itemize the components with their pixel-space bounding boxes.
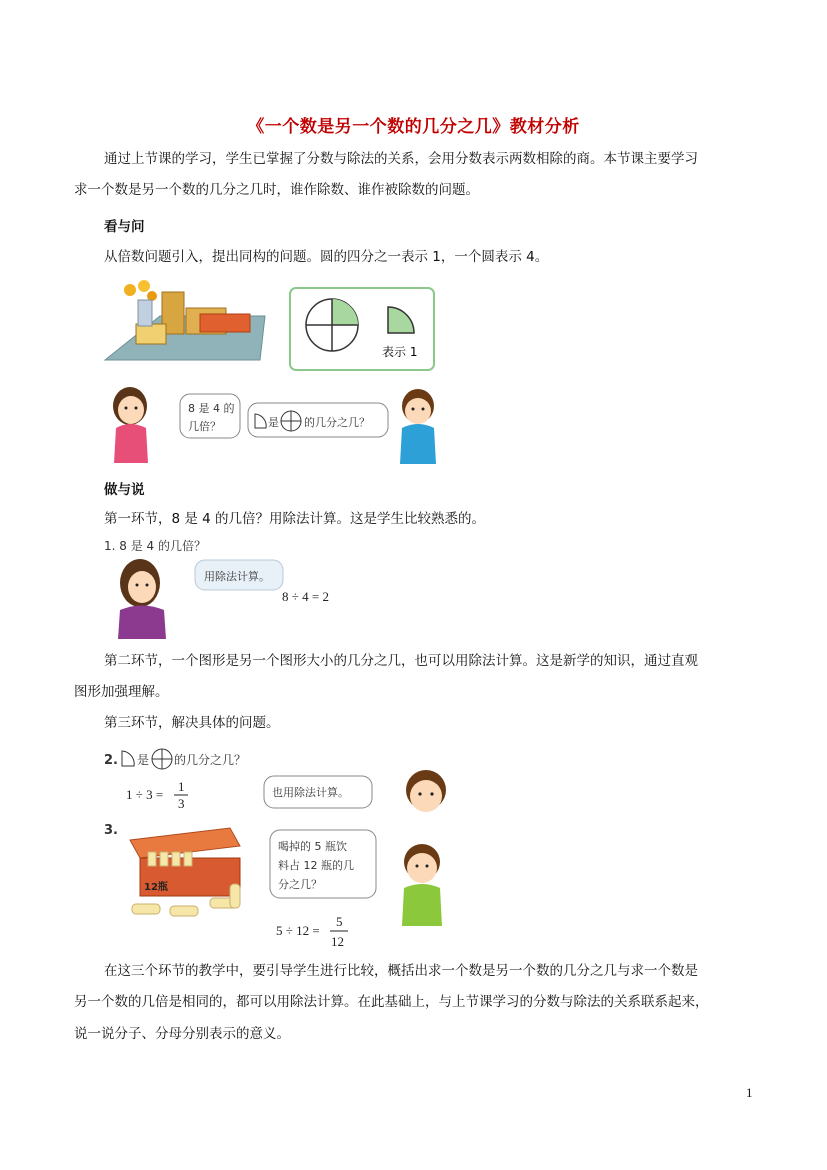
intro-line-1: 通过上节课的学习，学生已掌握了分数与除法的关系，会用分数表示两数相除的商。本节课主要学习	[104, 151, 698, 167]
figure-step2-3	[100, 742, 450, 954]
page-number: 1	[746, 1085, 753, 1100]
figure-look-and-ask	[100, 278, 445, 468]
step3-bubble-line-3: 分之几？	[278, 878, 322, 891]
section1-text: 从倍数问题引入，提出同构的问题。圆的四分之一表示 1，一个圆表示 4。	[104, 249, 549, 265]
eq2-left: 5 ÷ 12 =	[276, 923, 320, 938]
q2-post: 的几分之几？	[174, 753, 247, 767]
q3-number: 3.	[104, 823, 118, 838]
eq2-numerator: 5	[336, 914, 343, 929]
flower-icon	[124, 284, 136, 296]
q2-number: 2.	[104, 753, 118, 768]
section-heading-do-say: 做与说	[104, 482, 145, 498]
eq1-denominator: 3	[178, 796, 185, 811]
q2-pre: 是	[137, 753, 150, 767]
eq1-left: 1 ÷ 3 =	[126, 787, 164, 802]
girl-bubble-line-1: 8 是 4 的	[188, 402, 235, 415]
step1-question: 1. 8 是 4 的几倍？	[104, 539, 206, 553]
panel-label: 表示 1	[382, 345, 418, 359]
boy-illustration	[406, 770, 446, 812]
step2-line-2: 图形加强理解。	[74, 684, 169, 700]
boy-bubble-post: 的几分之几？	[304, 416, 370, 429]
step2-line-1: 第二环节，一个图形是另一个图形大小的几分之几，也可以用除法计算。这是新学的知识，通过直观	[104, 653, 698, 669]
step3-text: 第三环节，解决具体的问题。	[104, 715, 280, 731]
eq2-denominator: 12	[331, 934, 344, 949]
step2-bubble-text: 也用除法计算。	[272, 786, 349, 799]
girl-illustration	[118, 559, 166, 639]
girl-illustration	[113, 387, 148, 463]
drink-box-illustration	[130, 828, 240, 896]
figure-step1	[100, 535, 450, 643]
intro-line-2: 求一个数是另一个数的几分之几时，谁作除数、谁作被除数的问题。	[74, 182, 479, 198]
section-heading-look-ask: 看与问	[104, 219, 145, 235]
girl-bubble-line-2: 几倍？	[188, 420, 221, 433]
conclusion-line-1: 在这三个环节的教学中，要引导学生进行比较，概括出求一个数是另一个数的几分之几与求一个数是	[104, 963, 698, 979]
step3-bubble-line-1: 喝掉的 5 瓶饮	[278, 840, 347, 853]
box-label: 12瓶	[144, 882, 168, 893]
conclusion-line-2: 另一个数的几倍是相同的，都可以用除法计算。在此基础上，与上节课学习的分数与除法的关系联系起来，	[74, 994, 709, 1010]
conclusion-line-3: 说一说分子、分母分别表示的意义。	[74, 1026, 290, 1042]
step3-bubble-line-2: 料占 12 瓶的几	[278, 859, 354, 872]
boy-illustration	[402, 844, 442, 926]
quarter-shape-icon	[122, 751, 134, 766]
boy-bubble-pre: 是	[268, 416, 279, 429]
step1-text: 第一环节，8 是 4 的几倍？用除法计算。这是学生比较熟悉的。	[104, 511, 486, 527]
boy-illustration	[400, 389, 436, 464]
step1-equation: 8 ÷ 4 = 2	[282, 589, 329, 604]
step1-bubble-text: 用除法计算。	[204, 570, 270, 583]
eq1-numerator: 1	[178, 779, 185, 794]
document-title: 《一个数是另一个数的几分之几》教材分析	[247, 117, 580, 137]
